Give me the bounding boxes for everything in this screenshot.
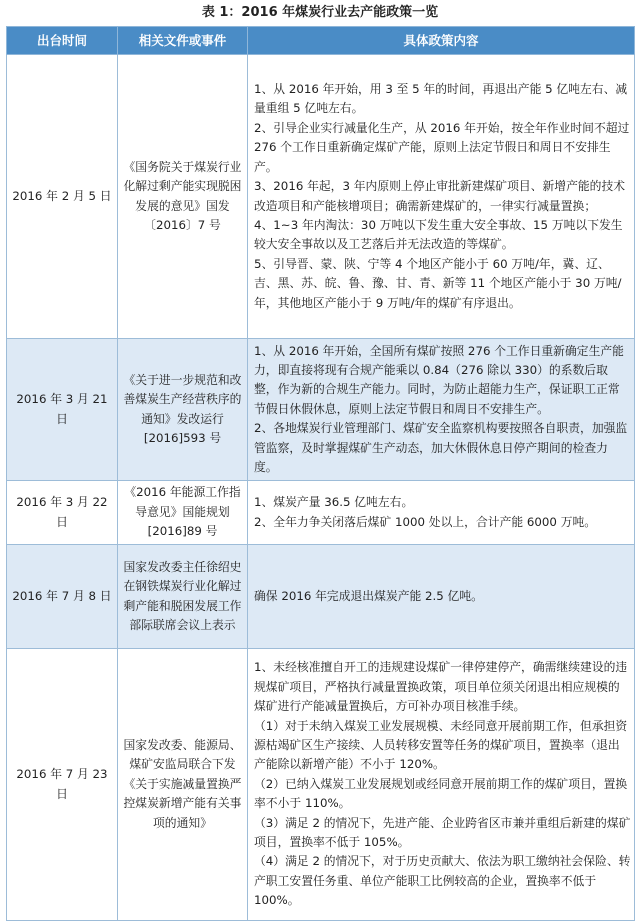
row-document: 《国务院关于煤炭行业化解过剩产能实现脱困发展的意见》国发〔2016〕7 号 [118, 55, 248, 339]
row-date: 2016 年 7 月 8 日 [7, 545, 118, 649]
table-row [7, 545, 635, 649]
row-date: 2016 年 2 月 5 日 [7, 55, 118, 339]
row-policy [248, 55, 635, 339]
policy-item: 确保 2016 年完成退出煤炭产能 2.5 亿吨。 [254, 588, 483, 603]
table-title: 表 1：2016 年煤炭行业去产能政策一览 [201, 5, 439, 20]
policy-item: 3、2016 年起，3 年内原则上停止审批新建煤矿项目、新增产能的技术改造项目和产能核增项目；确需新建煤矿的，一律实行减量置换； [254, 179, 626, 213]
row-date: 2016 年 7 月 23 日 [7, 649, 118, 921]
header-document: 相关文件或事件 [118, 27, 248, 55]
table-header-row [7, 27, 635, 55]
policy-item: （2）已纳入煤炭工业发展规划或经同意开展前期工作的煤矿项目，置换率不小于 110%。 [254, 776, 628, 811]
table-row [7, 481, 635, 545]
row-document: 《关于进一步规范和改善煤炭生产经营秩序的通知》发改运行[2016]593 号 [118, 339, 248, 481]
policy-item: 1、从 2016 年开始，用 3 至 5 年的时间，再退出产能 5 亿吨左右、减量重组 5 亿吨左右。 [254, 82, 628, 116]
row-policy [248, 481, 635, 545]
row-date: 2016 年 3 月 22 日 [7, 481, 118, 545]
row-policy [248, 649, 635, 921]
table-row [7, 55, 635, 339]
row-date: 2016 年 3 月 21 日 [7, 339, 118, 481]
policy-item: （4）满足 2 的情况下，对于历史贡献大、依法为职工缴纳社会保险、转产职工安置任务重、单位产能职工比例较高的企业，置换率不低于 100%。 [254, 854, 631, 908]
row-document: 国家发改委主任徐绍史在钢铁煤炭行业化解过剩产能和脱困发展工作部际联席会议上表示 [118, 545, 248, 649]
policy-item: （1）对于未纳入煤炭工业发展规模、未经同意开展前期工作，但承担资源枯竭矿区生产接续、人员转移安置等任务的煤矿项目，置换率（退出产能除以新增产能）不小于 120%。 [254, 718, 628, 772]
policy-item: 1、未经核准擅自开工的违规建设煤矿一律停建停产，确需继续建设的违规煤矿项目，严格执行减量置换政策，项目单位须关闭退出相应规模的煤矿进行产能减量置换后，方可补办项目核准手续。 [254, 660, 628, 714]
row-document: 国家发改委、能源局、煤矿安监局联合下发《关于实施减量置换严控煤炭新增产能有关事项的通知》 [118, 649, 248, 921]
policy-item: （3）满足 2 的情况下，先进产能、企业跨省区市兼并重组后新建的煤矿项目，置换率不低于 105%。 [254, 815, 631, 850]
policy-item: 2、全年力争关闭落后煤矿 1000 处以上，合计产能 6000 万吨。 [254, 514, 597, 529]
table-row [7, 649, 635, 921]
policy-item: 2、引导企业实行减量化生产，从 2016 年开始，按全年作业时间不超过 276 个工作日重新确定煤矿产能，原则上法定节假日和周日不安排生产。 [254, 120, 630, 174]
policy-item: 1、煤炭产量 36.5 亿吨左右。 [254, 495, 414, 510]
row-policy [248, 545, 635, 649]
row-policy [248, 339, 635, 481]
policy-item: 4、1~3 年内淘汰：30 万吨以下发生重大安全事故、15 万吨以下发生较大安全事故以及工艺落后并无法改造的等煤矿。 [254, 217, 623, 252]
header-policy: 具体政策内容 [248, 27, 635, 55]
policy-item: 1、从 2016 年开始，全国所有煤矿按照 276 个工作日重新确定生产能力，即直接将现有合规产能乘以 0.84（276 除以 330）的系数后取整，作为新的合规生产能力。同时，为防止超能力生产，保证职工正常节假日休假休息，原则上法定节假日和周日不安排生产。 [254, 343, 624, 416]
row-document: 《2016 年能源工作指导意见》国能规划[2016]89 号 [118, 481, 248, 545]
policy-table [6, 26, 635, 921]
header-date: 出台时间 [7, 27, 118, 55]
policy-item: 2、各地煤炭行业管理部门、煤矿安全监察机构要按照各自职责，加强监管监察，及时掌握煤矿生产动态，加大休假休息日停产期间的检查力度。 [254, 421, 628, 475]
policy-item: 5、引导晋、蒙、陕、宁等 4 个地区产能小于 60 万吨/年，冀、辽、吉、黑、苏、皖、鲁、豫、甘、青、新等 11 个地区产能小于 30 万吨/年，其他地区产能小于 9 万吨/年的煤矿有序退出。 [254, 256, 622, 310]
table-row [7, 339, 635, 481]
